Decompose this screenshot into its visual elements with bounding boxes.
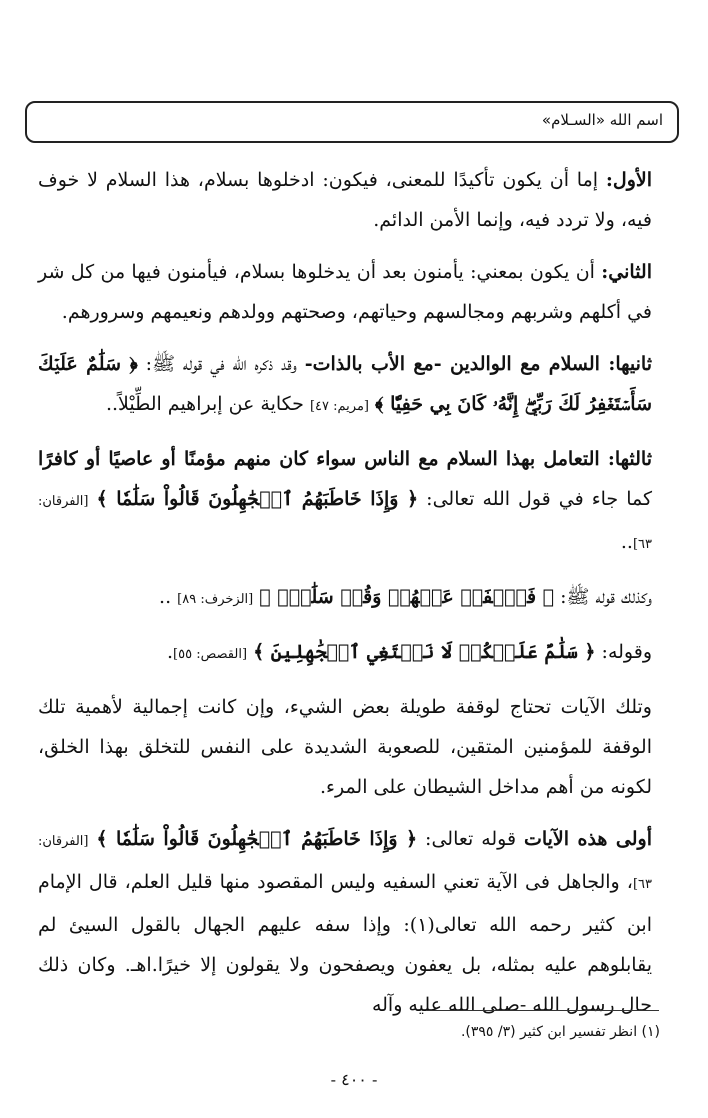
paragraph-first-meaning (38, 160, 670, 240)
paragraph-text: كما جاء في قول الله تعالى: (426, 488, 653, 510)
footnote-separator (427, 1010, 659, 1011)
page-number: - ٤٠٠ - (330, 1070, 378, 1089)
paragraph-second-meaning (38, 252, 670, 332)
paragraph-text: إما أن يكون تأكيدًا للمعنى، فيكون: ادخلوها بسلام، هذا السلام لا خوف فيه، ولا تردد فيه، وإنما الأمن الدائم. (38, 169, 652, 231)
footnote: (١) انظر تفسير ابن كثير (٣/ ٣٩٥). (460, 1024, 660, 1040)
paragraph-text: قوله تعالى: (425, 828, 524, 850)
paragraph-text: أن يكون بمعني: يأمنون بعد أن يدخلوها بسلام، فيأمنون فيها من كل شر في أكلهم وشربهم ومجالسهم وحياتهم، وصحتهم وولدهم ونعيمهم وسرورهم. (38, 261, 652, 323)
paragraph-tail: . (166, 641, 174, 663)
paragraph-lead: ثالثها: التعامل بهذا السلام مع الناس سواء كان منهم مؤمنًا أو عاصيًا أو كافرًا (38, 448, 652, 470)
paragraph-peace-upon-you (38, 632, 670, 675)
paragraph-lead: الثاني: (601, 261, 652, 283)
quran-verse: ﴿ فَٱصۡفَحۡ عَنۡهُمۡ وَقُلۡ سَلَٰمٞۚ ﴾ (259, 586, 555, 608)
verse-reference: [الزخرف: ٨٩] (177, 592, 254, 607)
quran-verse: ﴿ وَإِذَا خَاطَبَهُمُ ٱلۡجَٰهِلُونَ قَالُواْ سَلَٰمٗا ﴾ (96, 488, 419, 510)
paragraph-forgive (38, 577, 670, 620)
paragraph-lead: أولى هذه الآيات (523, 828, 652, 850)
verse-reference: [مريم: ٤٧] (309, 399, 369, 414)
verse-reference: [القصص: ٥٥] (173, 647, 248, 662)
paragraph-tail: حكاية عن إبراهيم الطِّيْلاً.. (105, 393, 310, 415)
quran-verse: ﴿ وَإِذَا خَاطَبَهُمُ ٱلۡجَٰهِلُونَ قَالُواْ سَلَٰمٗا ﴾ (96, 828, 418, 850)
paragraph-lead: ثانيها: السلام مع الوالدين -مع الأب بالذات- (304, 353, 652, 375)
verse-reference: [الفرقان: ٦٣] (38, 494, 652, 552)
paragraph-parents (38, 344, 670, 427)
page-body (38, 160, 670, 1037)
verse-reference: [الفرقان: ٦٣] (38, 834, 652, 892)
paragraph-people (38, 439, 670, 565)
paragraph-tail: ، والجاهل فى الآية تعني السفيه وليس المقصود منها قليل العلم، قال الإمام ابن كثير رحمه الله تعالى(١): وإذا سفه عليهم الجهال بالقول السيئ لم يقابلوهم عليه بمثله، بل يعفون ويصفحون ولا يقولون إلا خيرًا.اهـ. وكان ذلك حال رسول الله -صلى الله عليه وآله (38, 871, 652, 1016)
header-title: اسم الله «السـلام» (541, 111, 663, 129)
paragraph-tail: .. (620, 531, 633, 553)
paragraph-reflection (38, 687, 670, 807)
paragraph-text: وقد ذكره الله في قوله ﷺ: (145, 353, 305, 375)
paragraph-first-verse (38, 819, 670, 1025)
paragraph-text: وقوله: (601, 641, 652, 663)
quran-verse: ﴿ سَلَٰمٌ عَلَيۡكَ سَأَسۡتَغۡفِرُ لَكَ رَبِّيٓۖ إِنَّهُۥ كَانَ بِي حَفِيّٗا ﴾ (38, 353, 652, 415)
quran-verse: ﴿ سَلَٰمٌ عَلَيۡكُمۡ لَا نَبۡتَغِي ٱلۡجَٰهِلِينَ ﴾ (253, 641, 596, 663)
running-header (25, 101, 679, 143)
paragraph-text: وتلك الآيات تحتاج لوقفة طويلة بعض الشيء، وإن كانت إجمالية لأهمية تلك الوقفة للمؤمنين المتقين، للصعوبة الشديدة على النفس للتخلق بهذا الخلق، لكونه من أهم مداخل الشيطان على المرء. (38, 696, 652, 798)
paragraph-text: وكذلك قوله ﷺ: (560, 586, 652, 608)
paragraph-lead: الأول: (605, 169, 652, 191)
paragraph-tail: .. (159, 586, 178, 608)
